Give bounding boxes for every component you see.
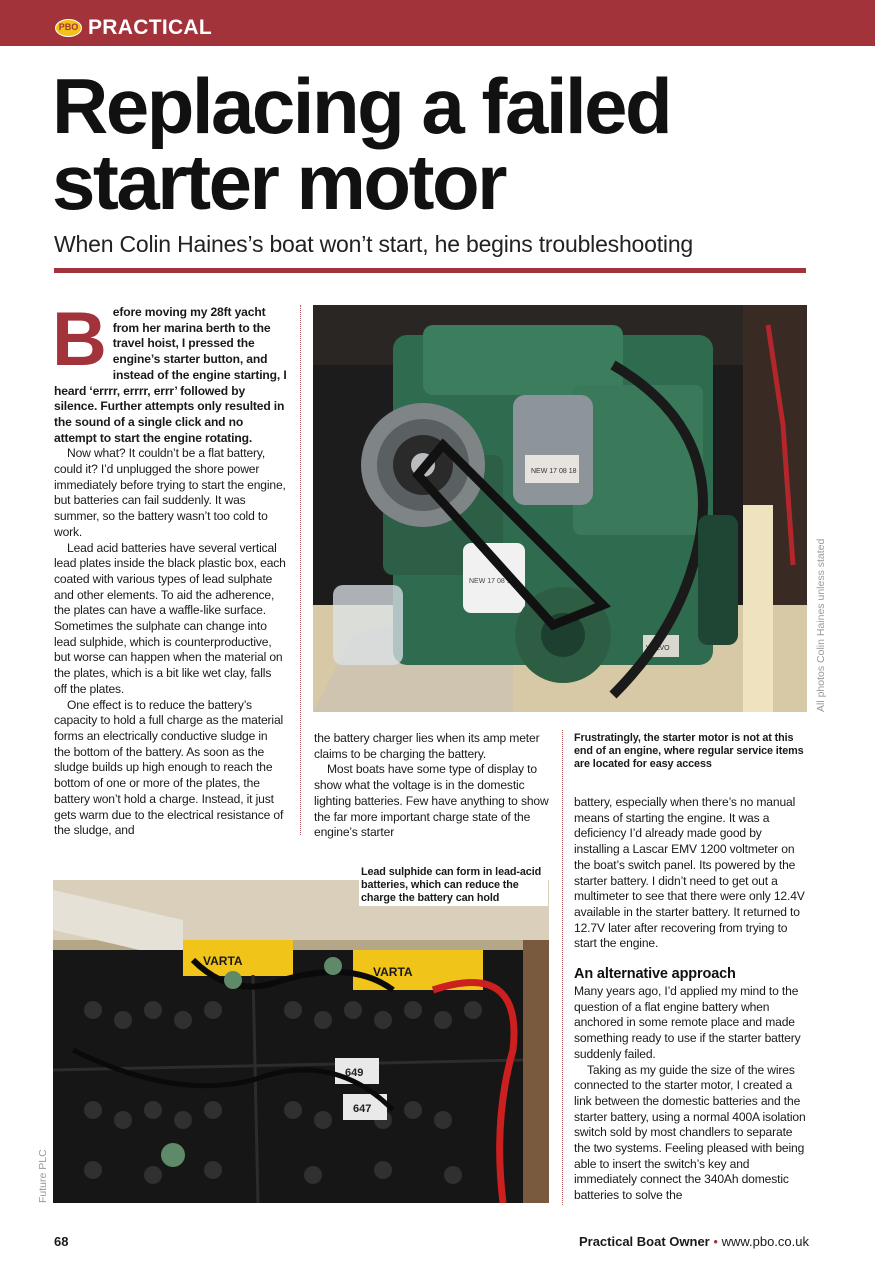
article-standfirst: When Colin Haines’s boat won’t start, he begins troubleshooting: [54, 231, 694, 257]
body-paragraph: Taking as my guide the size of the wires connected to the starter motor, I created a link between the domestic batteries and the starter battery, using a normal 400A isolation switch sold by most chandlers to separate the two systems. Feeling pleased with being able to insert the switch’s key and immediately connect the 340Ah domestic batteries to solve the: [574, 1062, 806, 1203]
engine-plate-label: VOLVO: [646, 645, 670, 652]
battery-label: 647: [353, 1103, 372, 1115]
battery-photo: [53, 880, 549, 1203]
body-paragraph: battery, especially when there’s no manual means of starting the engine. It was a deficiency I’d already made good by installing a Lascar EMV 1200 voltmeter on the boat’s switch panel. Its powered by the starter battery. I didn’t need to get out a multimeter to see that there were only 12.4V available in the starter battery. It returned to 12.7V later after recovering from trying to start the engine.: [574, 795, 805, 951]
battery-label: 649: [345, 1067, 364, 1079]
body-paragraph: Lead acid batteries have several vertical lead plates inside the black plastic box, each coated with various types of lead sulphate and other elements. To aid the adherence, the plates can have a waffle-like surface. Sometimes the sulphate can change into lead sulphide, which is counterproductive, but worse can happen when the material on the plates, which is a bit like wet clay, falls off the plates.: [54, 540, 286, 696]
section-label: PRACTICAL: [88, 16, 213, 39]
page-number: 68: [54, 1234, 69, 1249]
headline-divider: [54, 268, 806, 273]
photo-credit: Future PLC: [37, 1149, 49, 1203]
pbo-logo: PBO: [55, 19, 82, 37]
battery-label: VARTA: [203, 954, 243, 968]
battery-label: VARTA: [373, 965, 413, 979]
column-2: [314, 731, 554, 841]
column-3: [574, 795, 810, 1204]
section-header-bar: [0, 0, 875, 46]
subheading: An alternative approach: [574, 966, 736, 983]
lead-paragraph: efore moving my 28ft yacht from her marina berth to the travel hoist, I pressed the engine’s starter button, and instead of the engine starting, I heard ‘errrr, errrr, errr’ followed by silence. Further attempts only resulted in the sound of a single click and no attempt to start the engine rotating.: [54, 305, 287, 445]
oil-filter-label: NEW 17 08 18: [469, 578, 515, 585]
column-1: [52, 297, 287, 839]
photo-credit: All photos Colin Haines unless stated: [815, 538, 827, 712]
drop-cap: B: [52, 297, 107, 382]
article-headline: Replacing a failed starter motor: [52, 62, 671, 226]
body-paragraph: the battery charger lies when its amp meter claims to be charging the battery.: [314, 731, 540, 761]
engine-photo-caption: Frustratingly, the starter motor is not at this end of an engine, where regular service items are located for easy access: [574, 732, 804, 771]
column-divider: [300, 305, 301, 835]
website-link[interactable]: www.pbo.co.uk: [721, 1234, 809, 1249]
filter-label: NEW 17 08 18: [531, 468, 577, 475]
engine-photo: [313, 305, 807, 712]
engine-illustration: [313, 305, 807, 712]
column-divider: [562, 730, 563, 1205]
body-paragraph: Now what? It couldn’t be a flat battery, could it? I’d unplugged the shore power immediately before trying to start the engine, but batteries can fail suddenly. It was summer, so the battery wasn’t too cold to work.: [54, 446, 286, 539]
footer-masthead: [579, 1234, 809, 1249]
magazine-name: Practical Boat Owner: [578, 1234, 710, 1249]
body-paragraph: Many years ago, I’d applied my mind to the question of a flat engine battery when anchored in some remote place and made something ready to use if the starter battery suddenly failed.: [574, 984, 801, 1061]
footer-bullet: •: [713, 1234, 718, 1249]
body-paragraph: One effect is to reduce the battery’s capacity to hold a full charge as the material forms an electrically conductive sludge in the bottom of the battery. As soon as the sludge builds up high enough to reach the bottom of one or more of the plates, the battery won’t hold a charge. Instead, it just gets warm due to the electrical resistance of the sludge, and: [54, 697, 284, 838]
battery-illustration: [53, 880, 549, 1203]
body-paragraph: Most boats have some type of display to show what the voltage is in the domestic lighting batteries. Few have anything to show the far more important charge state of the engine’s starter: [314, 762, 549, 840]
battery-photo-caption: Lead sulphide can form in lead-acid batteries, which can reduce the charge the battery can hold: [359, 866, 548, 906]
